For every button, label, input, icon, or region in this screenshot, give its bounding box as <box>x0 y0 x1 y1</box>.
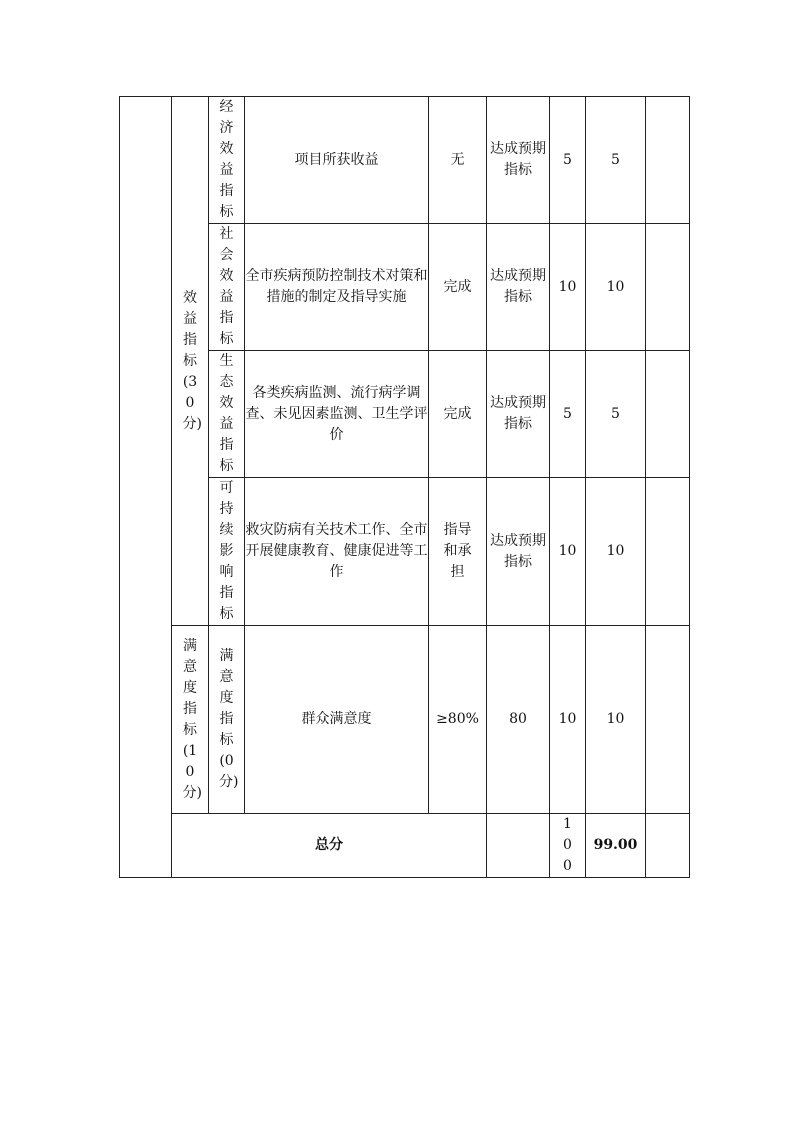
score-cell: 10 <box>586 224 646 351</box>
group-label: 满意度指标(10分) <box>182 637 202 801</box>
group-cell <box>172 97 209 626</box>
target-cell: ≥80% <box>429 626 487 814</box>
sub-indicator-cell: 满意度指标(0分) <box>209 626 245 814</box>
actual-cell: 达成预期指标 <box>487 351 550 478</box>
sub-indicator-cell: 经济效益指标 <box>209 97 245 224</box>
group-label: 效益指标(30分) <box>182 289 202 432</box>
total-weight-cell: 100 <box>550 814 586 878</box>
total-actual-cell <box>487 814 550 878</box>
sub-indicator-cell: 可持续影响指标 <box>209 478 245 626</box>
total-score-cell: 99.00 <box>586 814 646 878</box>
weight-cell: 5 <box>550 351 586 478</box>
weight-cell: 10 <box>550 626 586 814</box>
weight-cell: 5 <box>550 97 586 224</box>
actual-cell: 达成预期指标 <box>487 224 550 351</box>
actual-cell: 80 <box>487 626 550 814</box>
actual-cell: 达成预期指标 <box>487 478 550 626</box>
score-cell: 10 <box>586 478 646 626</box>
group-cell <box>172 626 209 814</box>
indicator-cell: 群众满意度 <box>245 626 429 814</box>
note-cell <box>646 351 690 478</box>
note-cell <box>646 478 690 626</box>
weight-cell: 10 <box>550 478 586 626</box>
indicator-cell: 救灾防病有关技术工作、全市开展健康教育、健康促进等工作 <box>245 478 429 626</box>
target-cell: 指导和承担 <box>429 478 487 626</box>
note-cell <box>646 626 690 814</box>
note-cell <box>646 224 690 351</box>
indicator-cell: 项目所获收益 <box>245 97 429 224</box>
score-cell: 5 <box>586 351 646 478</box>
score-cell: 5 <box>586 97 646 224</box>
weight-cell: 10 <box>550 224 586 351</box>
total-row <box>120 814 690 878</box>
blank-category-cell <box>120 97 172 878</box>
performance-table <box>119 96 690 878</box>
score-cell: 10 <box>586 626 646 814</box>
indicator-cell: 各类疾病监测、流行病学调查、未见因素监测、卫生学评价 <box>245 351 429 478</box>
target-cell: 完成 <box>429 224 487 351</box>
target-cell: 完成 <box>429 351 487 478</box>
sub-indicator-cell: 社会效益指标 <box>209 224 245 351</box>
table-row <box>120 626 690 814</box>
note-cell <box>646 97 690 224</box>
sub-indicator-cell: 生态效益指标 <box>209 351 245 478</box>
table-row <box>120 97 690 224</box>
target-cell: 无 <box>429 97 487 224</box>
actual-cell: 达成预期指标 <box>487 97 550 224</box>
indicator-cell: 全市疾病预防控制技术对策和措施的制定及指导实施 <box>245 224 429 351</box>
total-note-cell <box>646 814 690 878</box>
total-label: 总分 <box>172 814 487 878</box>
